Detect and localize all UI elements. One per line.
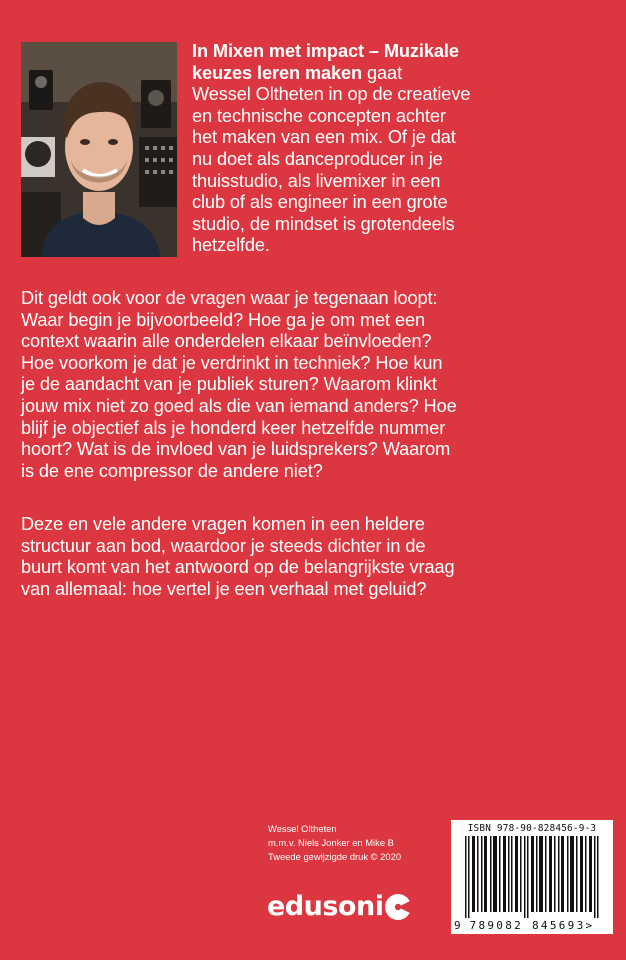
intro-line: club of als engineer in een grote [192,192,448,213]
book-title-part1: In Mixen met impact – Muzikale [192,41,459,61]
barcode-bars [457,836,607,918]
paragraph-line: jouw mix niet zo goed als die van iemand anders? Hoe [21,395,457,416]
book-title-part2: keuzes leren maken [192,62,363,83]
author-photo [21,42,177,257]
publisher-logo [267,889,412,925]
colophon-author: Wessel Oltheten [268,823,337,834]
sound-wave-icon [384,892,412,922]
barcode-number: 789082 845693 [469,919,586,932]
paragraph-line: blijf je objectief als je honderd keer hetzelfde nummer [21,417,446,438]
colophon-edition: Tweede gewijzigde druk © 2020 [268,851,402,862]
paragraph-line: Waar begin je bijvoorbeeld? Hoe ga je om met een [21,309,425,330]
paragraph-line: context waarin alle onderdelen elkaar beïnvloeden? [21,331,432,352]
intro-line: Wessel Oltheten in op de creatieve [192,84,471,105]
intro-line: hetzelfde. [192,235,270,256]
isbn-label: ISBN 978-90-828456-9-3 [467,823,597,834]
colophon [268,822,401,864]
barcode-lead-digit: 9 [454,919,461,932]
intro-line: het maken van een mix. Of je dat [192,127,456,148]
intro-line: nu doet als danceproducer in je [192,148,443,169]
author-photo-illustration [21,42,177,257]
paragraph-line: Hoe voorkom je dat je verdrinkt in techniek? Hoe kun [21,352,443,373]
barcode-end-mark: > [585,919,595,932]
closing-paragraph [21,514,611,600]
paragraph-line: Dit geldt ook voor de vragen waar je tegenaan loopt: [21,288,438,308]
paragraph-line: hoort? Wat is de invloed van je luidsprekers? Waarom [21,439,451,460]
paragraph-line: van allemaal: hoe vertel je een verhaal met geluid? [21,578,427,599]
intro-line: thuisstudio, als livemixer in een [192,170,441,191]
isbn-barcode [451,820,613,934]
intro-line-connector: gaat [362,62,403,83]
paragraph-line: buurt komt van het antwoord op de belangrijkste vraag [21,557,455,578]
intro-paragraph [192,41,612,257]
paragraph-line: Deze en vele andere vragen komen in een heldere [21,514,425,534]
barcode-digits [451,919,613,932]
paragraph-line: is de ene compressor de andere niet? [21,460,323,481]
publisher-name: edusoni [267,891,384,922]
colophon-contributors: m.m.v. Niels Jonker en Mike B [268,837,394,848]
paragraph-line: je de aandacht van je publiek sturen? Waarom klinkt [21,374,437,395]
intro-line: studio, de mindset is grotendeels [192,213,455,234]
questions-paragraph [21,288,611,482]
paragraph-line: structuur aan bod, waardoor je steeds dichter in de [21,535,426,556]
intro-line: en technische concepten achter [192,105,446,126]
